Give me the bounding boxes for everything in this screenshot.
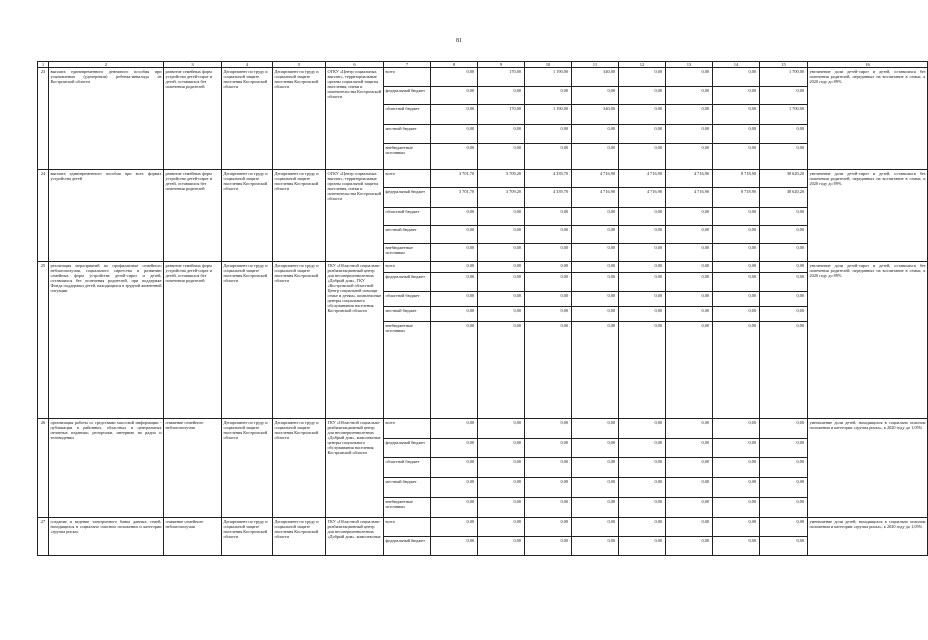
executor-cell: ГКУ «Областной социально-реабилитационный центр для несовершеннолетних «Добрый дом», комплексные <box>326 518 384 556</box>
value-cell: 4 339,70 <box>525 170 572 188</box>
value-cell: 0,00 <box>525 292 572 307</box>
table-row <box>38 68 928 87</box>
value-cell: 0,00 <box>713 262 760 273</box>
value-cell: 0,00 <box>619 478 666 498</box>
column-number-cell: 7 <box>384 62 431 68</box>
goal-cell: снижение семейного неблагополучия <box>164 419 222 518</box>
value-cell: 0,00 <box>525 322 572 419</box>
executor-cell: ГКУ «Областной социально-реабилитационный центр для несовершеннолетних «Добрый дом», комплексные центры социального обслуживания населения Костромской области <box>326 419 384 518</box>
value-cell: 0,00 <box>431 439 478 458</box>
value-cell: 0,00 <box>525 498 572 518</box>
value-cell: 3 709,20 <box>478 170 525 188</box>
value-cell: 0,00 <box>431 68 478 87</box>
value-cell: 0,00 <box>619 87 666 105</box>
value-cell: 0,00 <box>431 478 478 498</box>
value-cell: 0,00 <box>666 262 713 273</box>
value-cell: 0,00 <box>713 208 760 226</box>
value-cell: 0,00 <box>713 537 760 556</box>
value-cell: 0,00 <box>713 273 760 292</box>
value-cell: 0,00 <box>525 125 572 144</box>
value-cell: 0,00 <box>478 208 525 226</box>
value-cell: 0,00 <box>760 537 808 556</box>
value-cell: 0,00 <box>619 273 666 292</box>
value-cell: 0,00 <box>619 105 666 125</box>
value-cell: 0,00 <box>666 273 713 292</box>
value-cell: 0,00 <box>760 125 808 144</box>
value-cell: 0,00 <box>572 273 619 292</box>
value-cell: 0,00 <box>525 307 572 322</box>
value-cell: 0,00 <box>713 68 760 87</box>
executor-cell: ГКУ «Областной социально-реабилитационный центр для несовершеннолетних «Добрый дом», ГКУ «Костромской областной Центр социальной помощи семье и детям», комплексные центры социального обслуживания населения Костромской области <box>326 262 384 419</box>
value-cell: 0,00 <box>760 322 808 419</box>
value-cell: 0,00 <box>431 292 478 307</box>
value-cell: 170,00 <box>478 105 525 125</box>
value-cell: 0,00 <box>431 537 478 556</box>
value-cell: 4 716,90 <box>619 188 666 208</box>
value-cell: 0,00 <box>431 262 478 273</box>
value-cell: 0,00 <box>525 262 572 273</box>
funding-source-cell: областной бюджет <box>384 105 431 125</box>
column-number-cell: 9 <box>478 62 525 68</box>
value-cell: 0,00 <box>431 87 478 105</box>
coexecutor-cell: Департамент по труду и социальной защите населения Костромской области <box>273 419 326 518</box>
value-cell: 0,00 <box>666 419 713 439</box>
value-cell: 0,00 <box>431 144 478 170</box>
value-cell: 0,00 <box>713 439 760 458</box>
value-cell: 0,00 <box>713 292 760 307</box>
value-cell: 4 716,90 <box>619 170 666 188</box>
funding-source-cell: федеральный бюджет <box>384 537 431 556</box>
value-cell: 0,00 <box>619 226 666 244</box>
table-row <box>38 518 928 537</box>
value-cell: 0,00 <box>431 518 478 537</box>
expected-result-cell: увеличение доли детей-сирот и детей, оставшихся без попечения родителей, переданных на воспитание в семьи, к 2020 году до 89% <box>808 68 928 170</box>
value-cell: 0,00 <box>760 226 808 244</box>
value-cell: 0,00 <box>666 439 713 458</box>
value-cell: 0,00 <box>666 125 713 144</box>
value-cell: 0,00 <box>666 87 713 105</box>
value-cell: 0,00 <box>478 518 525 537</box>
value-cell: 0,00 <box>478 87 525 105</box>
row-number-cell: 24 <box>38 170 49 262</box>
value-cell: 0,00 <box>619 144 666 170</box>
value-cell: 0,00 <box>713 144 760 170</box>
value-cell: 0,00 <box>572 478 619 498</box>
value-cell: 0,00 <box>619 458 666 478</box>
column-number-cell: 6 <box>326 62 384 68</box>
value-cell: 0,00 <box>572 439 619 458</box>
value-cell: 0,00 <box>760 439 808 458</box>
funding-source-cell: внебюджетные источники <box>384 244 431 262</box>
value-cell: 0,00 <box>713 518 760 537</box>
value-cell: 0,00 <box>666 208 713 226</box>
funding-source-cell: всего <box>384 518 431 537</box>
value-cell: 0,00 <box>666 478 713 498</box>
coexecutor-cell: Департамент по труду и социальной защите населения Костромской области <box>273 68 326 170</box>
column-number-cell: 13 <box>666 62 713 68</box>
value-cell: 0,00 <box>478 419 525 439</box>
funding-source-cell: всего <box>384 68 431 87</box>
value-cell: 0,00 <box>525 419 572 439</box>
value-cell: 0,00 <box>760 292 808 307</box>
value-cell: 0,00 <box>572 518 619 537</box>
value-cell: 0,00 <box>713 125 760 144</box>
expected-result-cell: уменьшение доли детей, находящихся в социально опасном положении и категории «группа риска», к 2020 году до 1,05% <box>808 518 928 556</box>
row-number-cell: 27 <box>38 518 49 556</box>
value-cell: 0,00 <box>760 262 808 273</box>
responsible-cell: Департамент по труду и социальной защите населения Костромской области <box>222 518 273 556</box>
value-cell: 0,00 <box>572 208 619 226</box>
value-cell: 3 701,70 <box>431 188 478 208</box>
value-cell: 0,00 <box>713 307 760 322</box>
coexecutor-cell: Департамент по труду и социальной защите населения Костромской области <box>273 262 326 419</box>
funding-source-cell: федеральный бюджет <box>384 273 431 292</box>
value-cell: 4 339,70 <box>525 188 572 208</box>
value-cell: 4 716,90 <box>666 170 713 188</box>
value-cell: 0,00 <box>666 226 713 244</box>
activity-name-cell: выплата единовременного пособия при всех формах устройства детей <box>49 170 164 262</box>
value-cell: 0,00 <box>572 292 619 307</box>
value-cell: 0,00 <box>572 226 619 244</box>
value-cell: 0,00 <box>572 262 619 273</box>
coexecutor-cell: Департамент по труду и социальной защите населения Костромской области <box>273 518 326 556</box>
value-cell: 0,00 <box>525 478 572 498</box>
value-cell: 0,00 <box>666 322 713 419</box>
value-cell: 0,00 <box>619 537 666 556</box>
value-cell: 0,00 <box>760 87 808 105</box>
value-cell: 0,00 <box>619 439 666 458</box>
value-cell: 0,00 <box>431 322 478 419</box>
value-cell: 0,00 <box>666 292 713 307</box>
value-cell: 0,00 <box>760 144 808 170</box>
value-cell: 0,00 <box>431 498 478 518</box>
value-cell: 0,00 <box>760 518 808 537</box>
value-cell: 0,00 <box>478 307 525 322</box>
value-cell: 0,00 <box>619 68 666 87</box>
goal-cell: развитие семейных форм устройства детей-сирот и детей, оставшихся без попечения родителей <box>164 170 222 262</box>
value-cell: 0,00 <box>525 87 572 105</box>
value-cell: 0,00 <box>760 307 808 322</box>
responsible-cell: Департамент по труду и социальной защите населения Костромской области <box>222 170 273 262</box>
value-cell: 0,00 <box>431 226 478 244</box>
program-table <box>37 61 928 556</box>
value-cell: 0,00 <box>478 244 525 262</box>
funding-source-cell: внебюджетные источники <box>384 322 431 419</box>
value-cell: 0,00 <box>431 244 478 262</box>
value-cell: 4 716,90 <box>572 188 619 208</box>
value-cell: 0,00 <box>760 498 808 518</box>
value-cell: 0,00 <box>478 262 525 273</box>
value-cell: 0,00 <box>525 226 572 244</box>
value-cell: 0,00 <box>713 105 760 125</box>
value-cell: 0,00 <box>572 458 619 478</box>
value-cell: 0,00 <box>760 478 808 498</box>
page-number: 81 <box>456 38 462 44</box>
table-row <box>38 419 928 439</box>
funding-source-cell: федеральный бюджет <box>384 188 431 208</box>
funding-source-cell: всего <box>384 170 431 188</box>
value-cell: 0,00 <box>431 273 478 292</box>
value-cell: 38 620,20 <box>760 170 808 188</box>
column-number-cell: 11 <box>572 62 619 68</box>
column-number-cell: 15 <box>760 62 808 68</box>
value-cell: 0,00 <box>619 307 666 322</box>
value-cell: 0,00 <box>760 419 808 439</box>
funding-source-cell: местный бюджет <box>384 226 431 244</box>
value-cell: 340,00 <box>572 68 619 87</box>
value-cell: 0,00 <box>619 518 666 537</box>
value-cell: 38 620,20 <box>760 188 808 208</box>
responsible-cell: Департамент по труду и социальной защите населения Костромской области <box>222 262 273 419</box>
column-number-cell: 1 <box>38 62 49 68</box>
funding-source-cell: областной бюджет <box>384 208 431 226</box>
goal-cell: развитие семейных форм устройства детей-сирот и детей, оставшихся без попечения родителей <box>164 262 222 419</box>
value-cell: 0,00 <box>478 439 525 458</box>
value-cell: 0,00 <box>431 125 478 144</box>
value-cell: 0,00 <box>478 322 525 419</box>
value-cell: 0,00 <box>572 307 619 322</box>
value-cell: 0,00 <box>525 458 572 478</box>
value-cell: 0,00 <box>431 419 478 439</box>
value-cell: 0,00 <box>431 208 478 226</box>
value-cell: 0,00 <box>525 244 572 262</box>
value-cell: 0,00 <box>572 125 619 144</box>
column-number-cell: 12 <box>619 62 666 68</box>
value-cell: 0,00 <box>619 262 666 273</box>
expected-result-cell: увеличение доли детей-сирот и детей, оставшихся без попечения родителей, переданных на воспитание в семьи, к 2020 году до 89% <box>808 262 928 419</box>
row-number-cell: 25 <box>38 262 49 419</box>
value-cell: 0,00 <box>478 498 525 518</box>
value-cell: 0,00 <box>666 144 713 170</box>
value-cell: 0,00 <box>431 458 478 478</box>
column-number-cell: 5 <box>273 62 326 68</box>
value-cell: 1 190,00 <box>525 68 572 87</box>
activity-name-cell: организация работы со средствами массовой информации - публикации в районных, областных и центральных печатных изданиях; репортажи, интервью на радио и телевидении <box>49 419 164 518</box>
column-number-cell: 14 <box>713 62 760 68</box>
executor-cell: ОГКУ «Центр социальных выплат», территориальные органы социальной защиты населения, опеки и попечительства Костромской области <box>326 68 384 170</box>
value-cell: 0,00 <box>619 498 666 518</box>
value-cell: 0,00 <box>525 537 572 556</box>
column-number-cell: 2 <box>49 62 164 68</box>
value-cell: 0,00 <box>572 144 619 170</box>
activity-name-cell: реализация мероприятий по профилактике семейного неблагополучия, социального сиротства и развитию семейных форм устройства детей-сирот и детей, оставшихся без попечения родителей, при поддержке Фонда поддержки детей, находящихся в трудной жизненной ситуации <box>49 262 164 419</box>
value-cell: 0,00 <box>572 498 619 518</box>
value-cell: 0,00 <box>525 208 572 226</box>
value-cell: 170,00 <box>478 68 525 87</box>
value-cell: 0,00 <box>713 458 760 478</box>
activity-name-cell: выплата единовременного денежного пособия при усыновлении (удочерении) ребенка-инвалида из Костромской области <box>49 68 164 170</box>
value-cell: 0,00 <box>478 537 525 556</box>
value-cell: 0,00 <box>713 498 760 518</box>
responsible-cell: Департамент по труду и социальной защите населения Костромской области <box>222 419 273 518</box>
value-cell: 0,00 <box>713 87 760 105</box>
activity-name-cell: создание и ведение электронного банка данных семей, находящихся в социально опасном положении и категории «группа риска» <box>49 518 164 556</box>
value-cell: 0,00 <box>431 105 478 125</box>
column-number-cell: 4 <box>222 62 273 68</box>
value-cell: 0,00 <box>478 292 525 307</box>
value-cell: 4 716,90 <box>572 170 619 188</box>
funding-source-cell: местный бюджет <box>384 307 431 322</box>
value-cell: 0,00 <box>666 498 713 518</box>
value-cell: 0,00 <box>666 537 713 556</box>
funding-source-cell: областной бюджет <box>384 292 431 307</box>
value-cell: 0,00 <box>478 125 525 144</box>
goal-cell: снижение семейного неблагополучия <box>164 518 222 556</box>
coexecutor-cell: Департамент по труду и социальной защите населения Костромской области <box>273 170 326 262</box>
value-cell: 0,00 <box>666 458 713 478</box>
value-cell: 0,00 <box>525 439 572 458</box>
value-cell: 0,00 <box>713 419 760 439</box>
row-number-cell: 23 <box>38 68 49 170</box>
column-number-cell: 8 <box>431 62 478 68</box>
value-cell: 0,00 <box>713 226 760 244</box>
value-cell: 0,00 <box>760 273 808 292</box>
value-cell: 340,00 <box>572 105 619 125</box>
expected-result-cell: уменьшение доли детей, находящихся в социально опасном положении и категории «группа риска», к 2020 году до 1,05% <box>808 419 928 518</box>
value-cell: 0,00 <box>619 244 666 262</box>
funding-source-cell: всего <box>384 262 431 273</box>
value-cell: 0,00 <box>478 144 525 170</box>
value-cell: 0,00 <box>666 307 713 322</box>
value-cell: 1 700,00 <box>760 68 808 87</box>
value-cell: 0,00 <box>619 208 666 226</box>
value-cell: 0,00 <box>619 292 666 307</box>
value-cell: 1 700,00 <box>760 105 808 125</box>
value-cell: 0,00 <box>478 226 525 244</box>
value-cell: 8 718,90 <box>713 188 760 208</box>
row-number-cell: 26 <box>38 419 49 518</box>
column-number-cell: 16 <box>808 62 928 68</box>
table-body <box>38 62 928 556</box>
value-cell: 0,00 <box>760 458 808 478</box>
value-cell: 3 701,70 <box>431 170 478 188</box>
value-cell: 0,00 <box>572 244 619 262</box>
funding-source-cell: областной бюджет <box>384 458 431 478</box>
value-cell: 0,00 <box>525 273 572 292</box>
value-cell: 0,00 <box>572 322 619 419</box>
value-cell: 0,00 <box>431 307 478 322</box>
value-cell: 0,00 <box>666 244 713 262</box>
value-cell: 0,00 <box>760 244 808 262</box>
value-cell: 0,00 <box>572 87 619 105</box>
value-cell: 0,00 <box>572 537 619 556</box>
value-cell: 0,00 <box>666 68 713 87</box>
column-number-cell: 3 <box>164 62 222 68</box>
value-cell: 4 716,90 <box>666 188 713 208</box>
funding-source-cell: местный бюджет <box>384 478 431 498</box>
value-cell: 0,00 <box>572 419 619 439</box>
value-cell: 0,00 <box>525 144 572 170</box>
value-cell: 0,00 <box>666 518 713 537</box>
funding-source-cell: федеральный бюджет <box>384 87 431 105</box>
value-cell: 0,00 <box>713 244 760 262</box>
value-cell: 3 709,20 <box>478 188 525 208</box>
value-cell: 0,00 <box>619 419 666 439</box>
value-cell: 0,00 <box>713 322 760 419</box>
value-cell: 0,00 <box>619 125 666 144</box>
goal-cell: развитие семейных форм устройства детей-сирот и детей, оставшихся без попечения родителей <box>164 68 222 170</box>
value-cell: 0,00 <box>478 273 525 292</box>
funding-source-cell: внебюджетные источники <box>384 144 431 170</box>
funding-source-cell: федеральный бюджет <box>384 439 431 458</box>
table-row <box>38 262 928 273</box>
executor-cell: ОГКУ «Центр социальных выплат», территориальные органы социальной защиты населения, опеки и попечительства Костромской области <box>326 170 384 262</box>
value-cell: 1 190,00 <box>525 105 572 125</box>
funding-source-cell: местный бюджет <box>384 125 431 144</box>
value-cell: 0,00 <box>478 458 525 478</box>
value-cell: 0,00 <box>713 478 760 498</box>
column-number-cell: 10 <box>525 62 572 68</box>
value-cell: 0,00 <box>525 518 572 537</box>
value-cell: 0,00 <box>760 208 808 226</box>
value-cell: 0,00 <box>666 105 713 125</box>
expected-result-cell: увеличение доли детей-сирот и детей, оставшихся без попечения родителей, переданных на воспитание в семьи, к 2020 году до 89% <box>808 170 928 262</box>
table-row <box>38 170 928 188</box>
value-cell: 0,00 <box>619 322 666 419</box>
responsible-cell: Департамент по труду и социальной защите населения Костромской области <box>222 68 273 170</box>
value-cell: 8 718,90 <box>713 170 760 188</box>
value-cell: 0,00 <box>478 478 525 498</box>
funding-source-cell: внебюджетные источники <box>384 498 431 518</box>
funding-source-cell: всего <box>384 419 431 439</box>
